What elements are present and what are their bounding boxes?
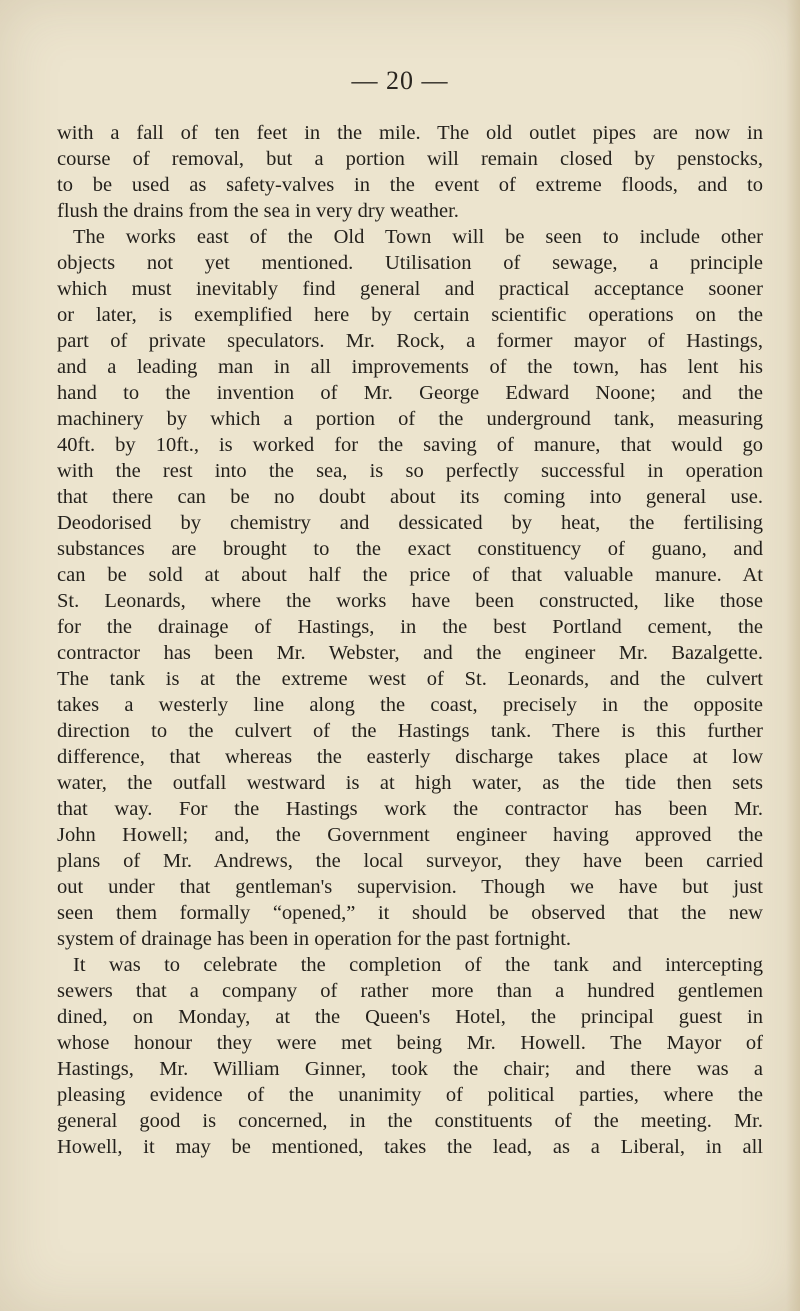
text-line: St. Leonards, where the works have been constructed, like those xyxy=(57,590,763,612)
text-line: out under that gentleman's supervision. Though we have but just xyxy=(57,876,763,898)
text-line: system of drainage has been in operation for the past fortnight. xyxy=(57,928,572,950)
text-line: machinery by which a portion of the underground tank, measuring xyxy=(57,408,763,430)
text-line: takes a westerly line along the coast, precisely in the opposite xyxy=(57,694,763,716)
page-edge-shadow xyxy=(786,0,800,1311)
text-line: difference, that whereas the easterly discharge takes place at low xyxy=(57,746,763,768)
text-line: direction to the culvert of the Hastings tank. There is this further xyxy=(57,720,763,742)
text-line: contractor has been Mr. Webster, and the engineer Mr. Bazalgette. xyxy=(57,642,763,664)
text-line: Deodorised by chemistry and dessicated by heat, the fertilising xyxy=(57,512,763,534)
text-line: and a leading man in all improvements of the town, has lent his xyxy=(57,356,763,378)
text-line: Hastings, Mr. William Ginner, took the chair; and there was a xyxy=(57,1058,763,1080)
text-line: to be used as safety-valves in the event of extreme floods, and to xyxy=(57,174,763,196)
text-line: plans of Mr. Andrews, the local surveyor, they have been carried xyxy=(57,850,763,872)
text-line: part of private speculators. Mr. Rock, a former mayor of Hastings, xyxy=(57,330,763,352)
text-line: objects not yet mentioned. Utilisation of sewage, a principle xyxy=(57,252,763,274)
text-line: that there can be no doubt about its coming into general use. xyxy=(57,486,763,508)
text-line: course of removal, but a portion will remain closed by penstocks, xyxy=(57,148,763,170)
text-line: 40ft. by 10ft., is worked for the saving of manure, that would go xyxy=(57,434,763,456)
text-line: water, the outfall westward is at high water, as the tide then sets xyxy=(57,772,763,794)
text-line: or later, is exemplified here by certain scientific operations on the xyxy=(57,304,763,326)
text-line: The tank is at the extreme west of St. Leonards, and the culvert xyxy=(57,668,763,690)
text-line: whose honour they were met being Mr. Howell. The Mayor of xyxy=(57,1032,763,1054)
text-line: substances are brought to the exact constituency of guano, and xyxy=(57,538,763,560)
body-text xyxy=(57,120,763,1160)
text-line: with a fall of ten feet in the mile. The old outlet pipes are now in xyxy=(57,122,763,144)
text-line: Howell, it may be mentioned, takes the lead, as a Liberal, in all xyxy=(57,1136,763,1158)
text-line: dined, on Monday, at the Queen's Hotel, the principal guest in xyxy=(57,1006,763,1028)
text-line: with the rest into the sea, is so perfectly successful in operation xyxy=(57,460,763,482)
text-line: It was to celebrate the completion of the tank and intercepting xyxy=(73,954,763,976)
text-line: seen them formally “opened,” it should be observed that the new xyxy=(57,902,763,924)
text-line: can be sold at about half the price of that valuable manure. At xyxy=(57,564,763,586)
text-line: for the drainage of Hastings, in the best Portland cement, the xyxy=(57,616,763,638)
text-line: hand to the invention of Mr. George Edward Noone; and the xyxy=(57,382,763,404)
text-line: general good is concerned, in the constituents of the meeting. Mr. xyxy=(57,1110,763,1132)
text-line: The works east of the Old Town will be seen to include other xyxy=(73,226,763,248)
text-line: that way. For the Hastings work the contractor has been Mr. xyxy=(57,798,763,820)
text-line: sewers that a company of rather more than a hundred gentlemen xyxy=(57,980,763,1002)
text-line: flush the drains from the sea in very dry weather. xyxy=(57,200,459,222)
text-line: pleasing evidence of the unanimity of political parties, where the xyxy=(57,1084,763,1106)
page-number: — 20 — xyxy=(351,66,449,95)
text-line: John Howell; and, the Government engineer having approved the xyxy=(57,824,763,846)
text-line: which must inevitably find general and practical acceptance sooner xyxy=(57,278,763,300)
